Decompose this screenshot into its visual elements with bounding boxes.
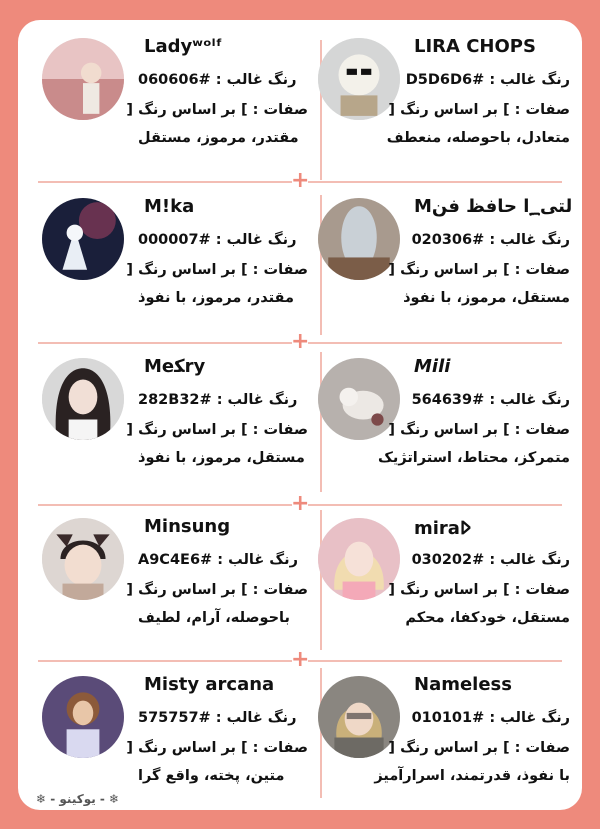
dominant-color: رنگ غالب : #564639 xyxy=(411,392,570,408)
row-divider xyxy=(38,181,292,183)
row-divider xyxy=(308,504,562,506)
dominant-color: رنگ غالب : #575757 xyxy=(138,710,297,726)
traits: مقتدر، مرموز، با نفوذ xyxy=(138,290,294,306)
traits: مستقل، مرموز، با نفوذ xyxy=(138,450,305,466)
dominant-color: رنگ غالب : #030202 xyxy=(411,552,570,568)
traits-label: صفات : ] بر اساس رنگ [ xyxy=(388,102,570,118)
avatar-image xyxy=(42,358,124,440)
profile-card xyxy=(18,20,582,810)
traits-label: صفات : ] بر اساس رنگ [ xyxy=(388,582,570,598)
member-entry xyxy=(18,516,308,648)
avatar-image xyxy=(42,198,124,280)
member-entry xyxy=(18,36,308,168)
traits: مقتدر، مرموز، مستقل xyxy=(138,130,299,146)
member-name: Meﻜry xyxy=(144,356,206,377)
dominant-color: رنگ غالب : #010101 xyxy=(411,710,570,726)
member-name: M!ka xyxy=(144,196,195,217)
dominant-color: رنگ غالب : #282B32 xyxy=(138,392,298,408)
member-entry xyxy=(310,676,570,806)
traits: باحوصله، آرام، لطیف xyxy=(138,610,290,626)
dominant-color: رنگ غالب : #020306 xyxy=(411,232,570,248)
traits: مستقل، مرموز، با نفوذ xyxy=(403,290,570,306)
row-divider xyxy=(308,181,562,183)
traits: متمرکز، محتاط، استراتژیک xyxy=(378,450,570,466)
row-divider xyxy=(38,342,292,344)
avatar xyxy=(42,198,124,280)
footer-signature: ❄ - یوکینو - ❄ xyxy=(36,792,120,806)
member-entry xyxy=(310,358,570,488)
plus-icon: + xyxy=(291,329,310,354)
member-name: Misty arcana xyxy=(144,674,275,695)
member-entry xyxy=(18,674,308,806)
row-divider xyxy=(308,660,562,662)
member-entry xyxy=(310,38,570,168)
avatar-image xyxy=(42,676,124,758)
dominant-color: رنگ غالب : #000007 xyxy=(138,232,297,248)
member-entry xyxy=(310,518,570,648)
member-name: M؁ا حافظ فن⁦لتی⁩ xyxy=(414,196,573,217)
traits: مستقل، خودکفا، محکم xyxy=(405,610,570,626)
traits-label: صفات : ] بر اساس رنگ [ xyxy=(126,582,308,598)
traits: متعادل، باحوصله، منعطف xyxy=(386,130,570,146)
member-name: Minsung xyxy=(144,516,231,537)
row-divider xyxy=(38,660,292,662)
row-divider xyxy=(38,504,292,506)
member-name: LIRA CHOPS xyxy=(414,36,536,57)
plus-icon: + xyxy=(291,491,310,516)
member-name: Mili xyxy=(414,356,451,377)
traits-label: صفات : ] بر اساس رنگ [ xyxy=(126,262,308,278)
avatar xyxy=(42,38,124,120)
avatar xyxy=(42,358,124,440)
row-divider xyxy=(308,342,562,344)
traits-label: صفات : ] بر اساس رنگ [ xyxy=(126,102,308,118)
member-name: mira𐰷 xyxy=(414,518,471,539)
traits: با نفوذ، قدرتمند، اسرارآمیز xyxy=(374,768,570,784)
dominant-color: رنگ غالب : #060606 xyxy=(138,72,297,88)
traits-label: صفات : ] بر اساس رنگ [ xyxy=(388,422,570,438)
dominant-color: رنگ غالب : #A9C4E6 xyxy=(138,552,298,568)
member-name: Ladyʷᵒˡᶠ xyxy=(144,36,223,57)
member-entry xyxy=(310,196,573,328)
traits-label: صفات : ] بر اساس رنگ [ xyxy=(126,422,308,438)
traits-label: صفات : ] بر اساس رنگ [ xyxy=(126,740,308,756)
member-entry xyxy=(18,196,308,328)
traits-label: صفات : ] بر اساس رنگ [ xyxy=(388,740,570,756)
avatar-image xyxy=(42,518,124,600)
plus-icon: + xyxy=(291,168,310,193)
avatar-image xyxy=(42,38,124,120)
plus-icon: + xyxy=(291,647,310,672)
avatar xyxy=(42,676,124,758)
avatar xyxy=(42,518,124,600)
member-entry xyxy=(18,356,308,488)
dominant-color: رنگ غالب : #D5D6D6 xyxy=(405,72,570,88)
traits: متین، پخته، واقع گرا xyxy=(138,768,285,784)
member-name: Nameless xyxy=(414,674,512,695)
traits-label: صفات : ] بر اساس رنگ [ xyxy=(388,262,570,278)
